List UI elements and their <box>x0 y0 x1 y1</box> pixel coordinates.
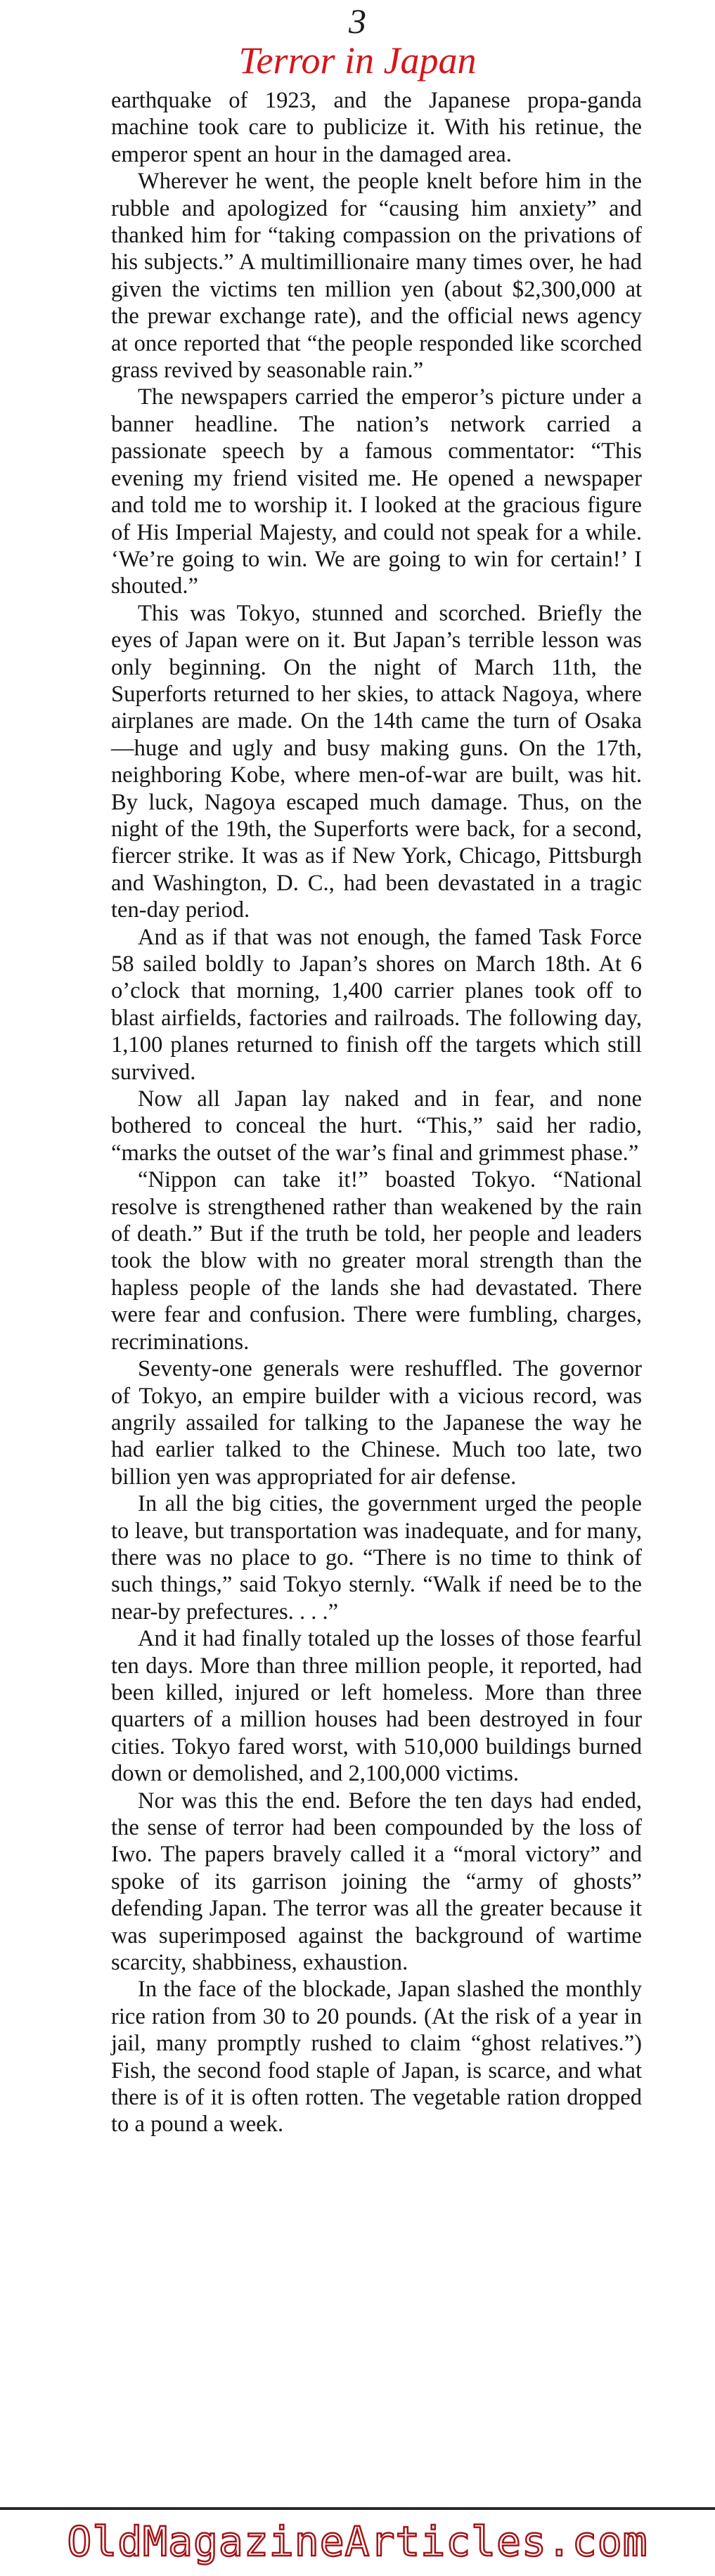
footer-watermark-bar <box>0 2507 715 2576</box>
footer-divider <box>0 2507 715 2510</box>
article-paragraph: And as if that was not enough, the famed Task Force 58 sailed boldly to Japan’s shores on March 18th. At 6 o’clock that morning, 1,400 carrier planes took off to blast airfields, factories and railroads. The following day, 1,100 planes returned to finish off the targets which still survived. <box>111 924 642 1085</box>
article-paragraph: “Nippon can take it!” boasted Tokyo. “National resolve is strengthened rather than weakened by the rain of death.” But if the truth be told, her people and leaders took the blow with no greater moral strength than the hapless people of the lands she had devastated. There were fear and confusion. There were fumbling, charges, recriminations. <box>111 1167 642 1355</box>
site-watermark[interactable]: OldMagazineArticles.com <box>67 2518 648 2565</box>
article-paragraph: In the face of the blockade, Japan slashed the monthly rice ration from 30 to 20 pounds. (At the risk of a year in jail, many promptly rushed to claim “ghost relatives.”) Fish, the second food staple of Japan, is scarce, and what there is of it is often rotten. The vegetable ration dropped to a pound a week. <box>111 1977 642 2138</box>
article-paragraph: This was Tokyo, stunned and scorched. Briefly the eyes of Japan were on it. But Japan’s terrible lesson was only beginning. On the night of March 11th, the Superforts returned to her skies, to attack Nagoya, where airplanes are made. On the 14th came the turn of Osaka—huge and ugly and busy making guns. On the 17th, neighboring Kobe, where men-of-war are built, was hit. By luck, Nagoya escaped much damage. Thus, on the night of the 19th, the Superforts were back, for a second, fiercer strike. It was as if New York, Chicago, Pittsburgh and Washington, D. C., had been devastated in a tragic ten-day period. <box>111 600 642 923</box>
article-paragraph: The newspapers carried the emperor’s picture under a banner headline. The nation’s network carried a passionate speech by a famous commentator: “This evening my friend visited me. He opened a newspaper and told me to worship it. I looked at the gracious figure of His Imperial Majesty, and could not speak for a while. ‘We’re going to win. We are going to win for certain!’ I shouted.” <box>111 384 642 599</box>
article-paragraph: Wherever he went, the people knelt before him in the rubble and apologized for “causing him anxiety” and thanked him for “taking compassion on the privations of his subjects.” A multimillionaire many times over, he had given the victims ten million yen (about $2,300,000 at the prewar exchange rate), and the official news agency at once reported that “the people responded like scorched grass revived by seasonable rain.” <box>111 169 642 384</box>
article-paragraph: earthquake of 1923, and the Japanese propa-ganda machine took care to publicize it. With his retinue, the emperor spent an hour in the damaged area. <box>111 88 642 167</box>
article-paragraph: Now all Japan lay naked and in fear, and none bothered to conceal the hurt. “This,” said her radio, “marks the outset of the war’s final and grimmest phase.” <box>111 1086 642 1166</box>
article-paragraph: And it had finally totaled up the losses of those fearful ten days. More than three million people, it reported, had been killed, injured or left homeless. More than three quarters of a million houses had been destroyed in four cities. Tokyo fared worst, with 510,000 buildings burned down or demolished, and 2,100,000 victims. <box>111 1626 642 1787</box>
article-title: Terror in Japan <box>238 39 477 82</box>
article-paragraph: Nor was this the end. Before the ten days had ended, the sense of terror had been compounded by the loss of Iwo. The papers bravely called it a “moral victory” and spoke of its garrison joining the “army of ghosts” defending Japan. The terror was all the greater because it was superimposed against the background of wartime scarcity, shabbiness, exhaustion. <box>111 1788 642 1976</box>
article-body <box>111 87 642 2138</box>
page-number: 3 <box>349 1 366 41</box>
article-paragraph: Seventy-one generals were reshuffled. The governor of Tokyo, an empire builder with a vicious record, was angrily assailed for talking to the Japanese the way he had earlier talked to the Chinese. Much too late, two billion yen was appropriated for air defense. <box>111 1356 642 1490</box>
article-paragraph: In all the big cities, the government urged the people to leave, but transportation was inadequate, and for many, there was no place to go. “There is no time to think of such things,” said Tokyo sternly. “Walk if need be to the near-by prefectures. . . .” <box>111 1491 642 1625</box>
